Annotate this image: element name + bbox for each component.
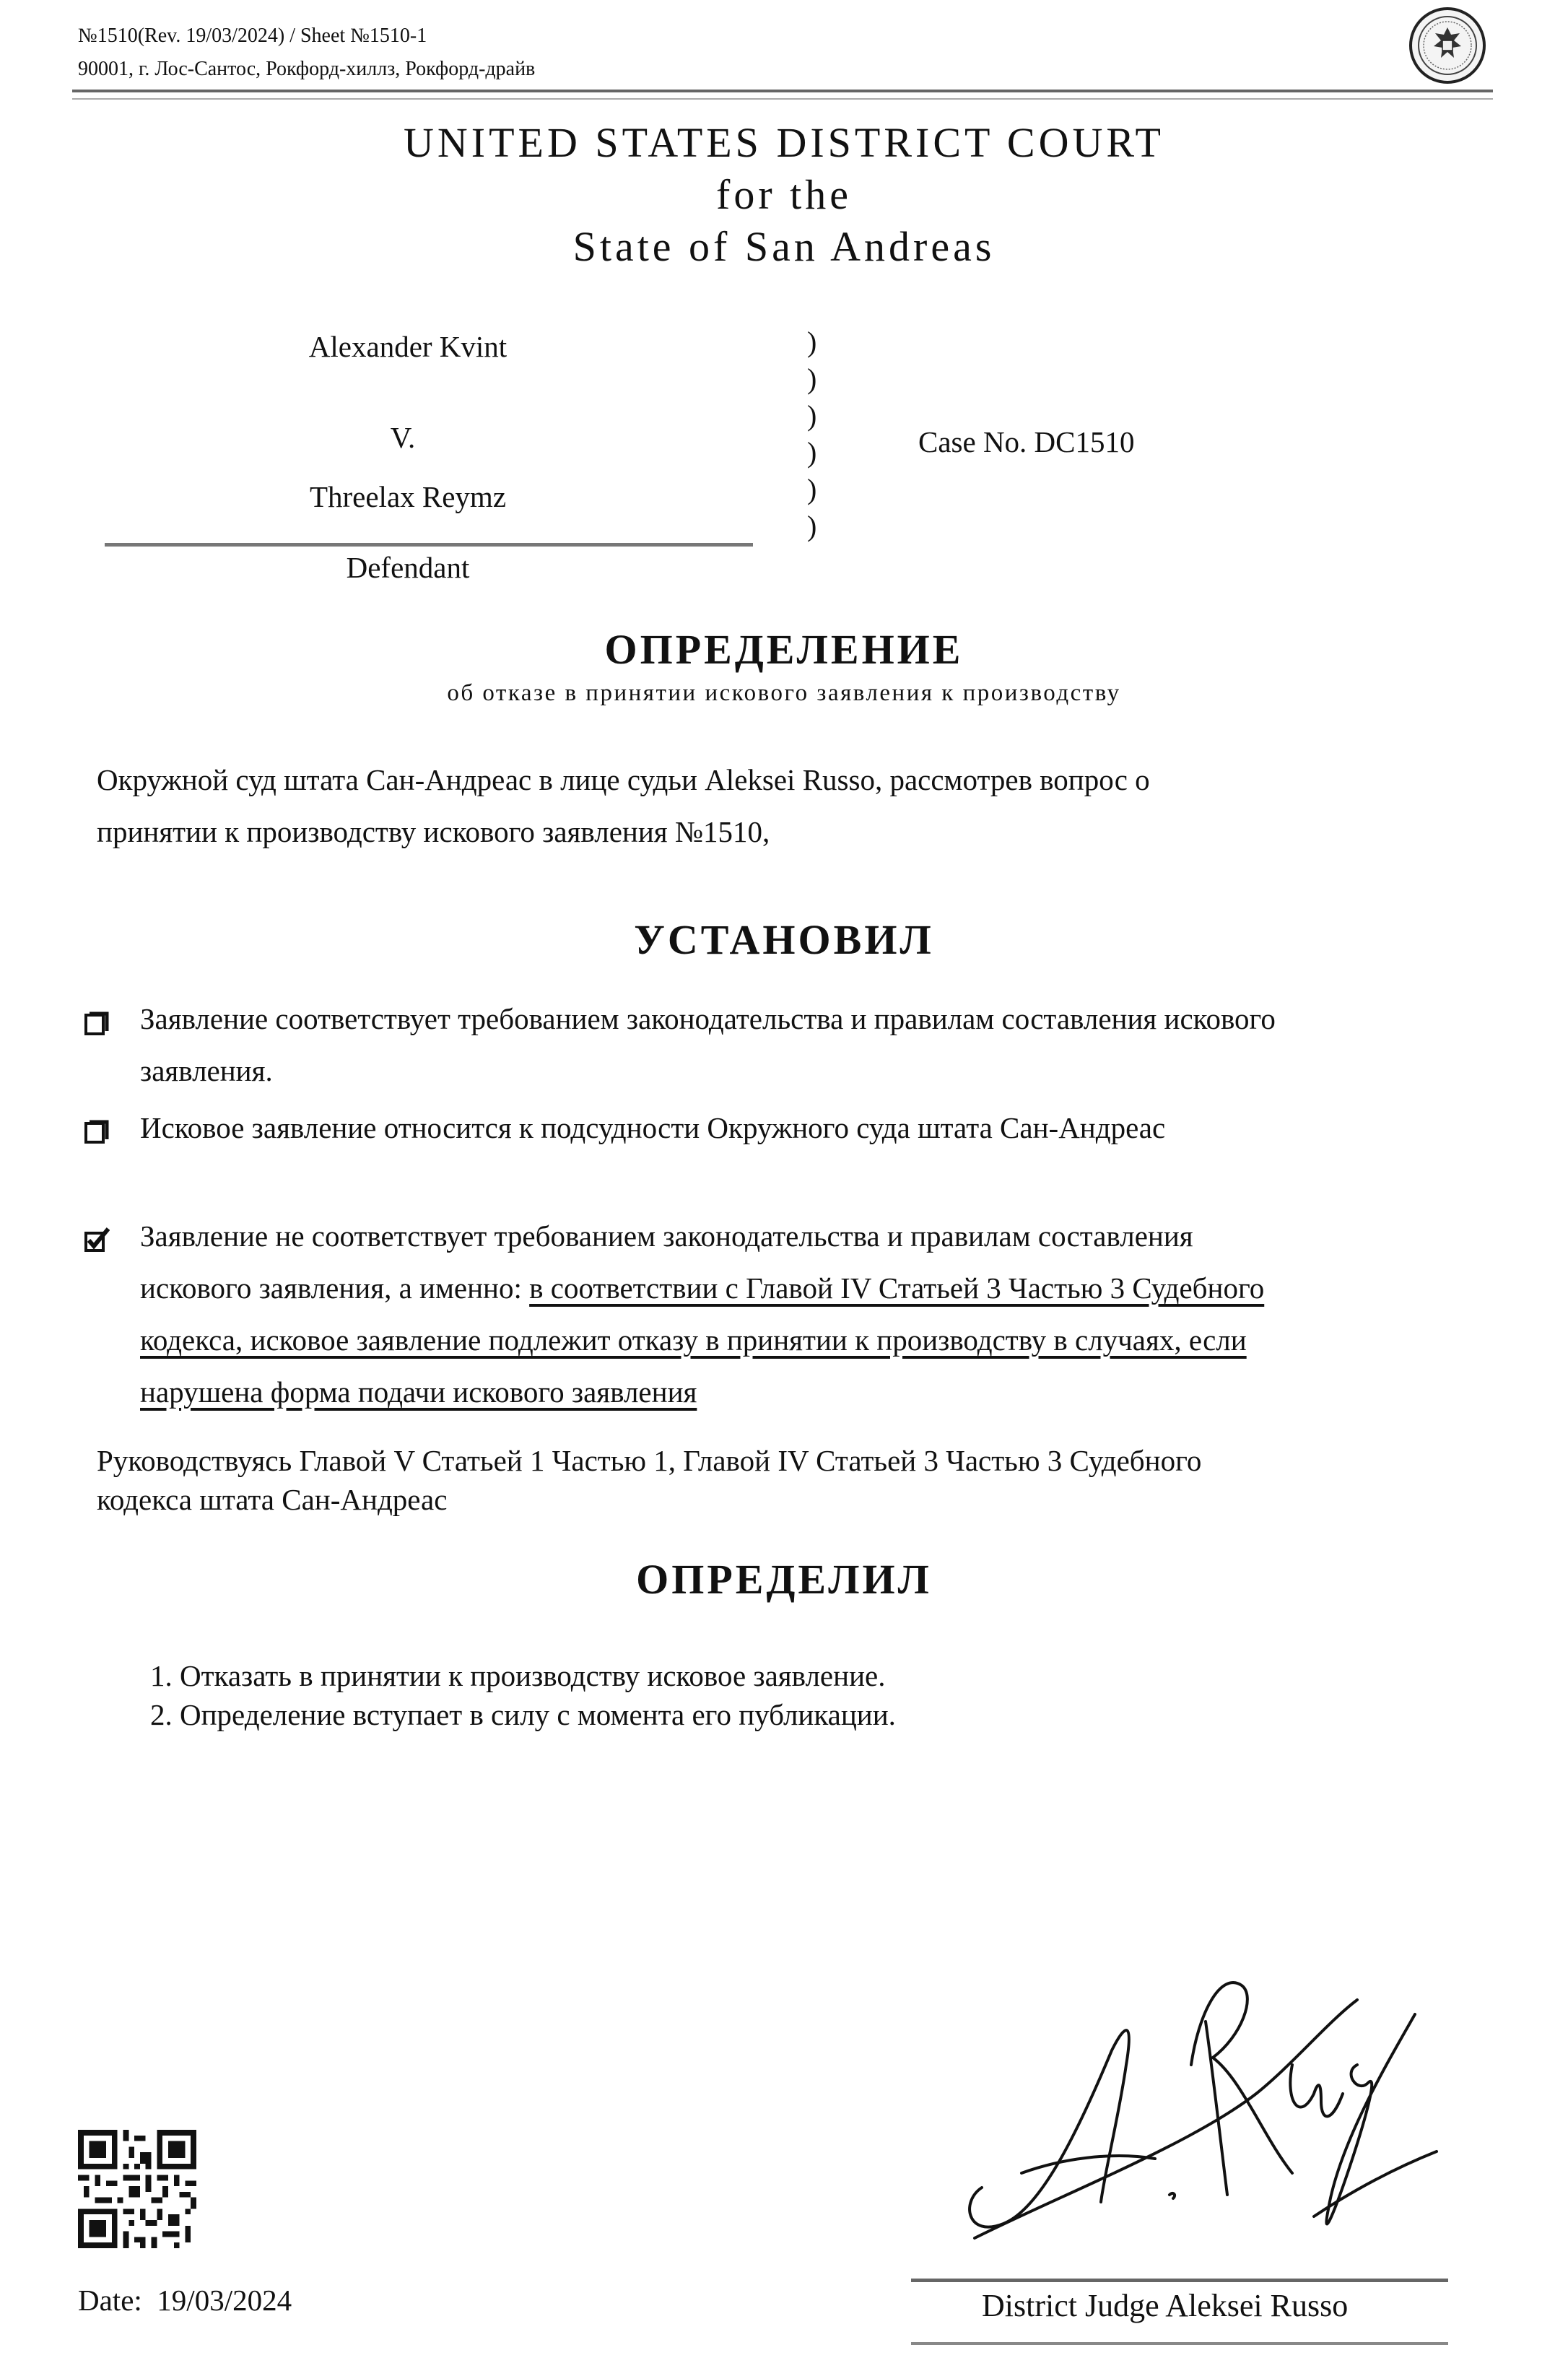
header-rule-thin (72, 98, 1493, 100)
violation-reason: в соответствии с Главой IV Статьей 3 Частью 3 Судебного (529, 1271, 1265, 1305)
established-heading: УСТАНОВИЛ (634, 916, 934, 963)
intro-paragraph: Окружной суд штата Сан-Андреас в лице судьи Aleksei Russo, рассмотрев вопрос о принятии к производству искового заявления №1510, (97, 763, 1150, 848)
date-line (78, 2283, 292, 2318)
judge-signature (953, 1957, 1444, 2245)
document-title: ОПРЕДЕЛЕНИЕ (604, 626, 964, 673)
header-address: 90001, г. Лос-Сантос, Рокфорд-хиллз, Рокфорд-драйв (78, 58, 536, 80)
document-subtitle: об отказе в принятии искового заявления к производству (447, 680, 1121, 706)
checkbox-empty-icon[interactable] (84, 1118, 110, 1145)
date-label: Date: (78, 2284, 142, 2317)
versus-label: V. (390, 421, 416, 454)
judge-name: District Judge Aleksei Russo (982, 2288, 1349, 2323)
qr-code-icon (78, 2130, 196, 2248)
checkbox-checked-icon[interactable] (84, 1226, 110, 1253)
established-item-3: Заявление не соответствует требованием законодательства и правилам составления искового заявления, а именно: в соответствии с Главой IV Статьей 3 Частью 3 Судебного кодекса, исковое заявление подлежит отказу в принятии к производству в случаях, если нарушена форма подачи искового заявления (140, 1219, 1265, 1409)
court-title-line3: State of San Andreas (572, 223, 996, 270)
decided-list (150, 1656, 896, 1734)
list-item: 1. Отказать в принятии к производству исковое заявление. (150, 1659, 886, 1692)
case-number: Case No. DC1510 (918, 425, 1135, 458)
caption-rule (105, 543, 753, 547)
caption-parentheses: ) ) ) ) ) ) (807, 326, 817, 542)
decided-heading: ОПРЕДЕЛИЛ (636, 1556, 932, 1603)
defendant-label: Defendant (346, 551, 470, 584)
court-title-line2: for the (716, 171, 852, 218)
date-value: 19/03/2024 (157, 2284, 292, 2317)
defendant-name: Threelax Reymz (309, 480, 507, 513)
plaintiff-name: Alexander Kvint (308, 330, 508, 363)
footer-rule (911, 2342, 1448, 2345)
signature-rule (911, 2279, 1448, 2282)
header-rule (72, 90, 1493, 92)
guided-paragraph: Руководствуясь Главой V Статьей 1 Частью 1, Главой IV Статьей 3 Частью 3 Судебного кодекса штата Сан-Андреас (97, 1444, 1202, 1516)
established-item-2: Исковое заявление относится к подсудности Окружного суда штата Сан-Андреас (140, 1111, 1166, 1144)
list-item: 2. Определение вступает в силу с момента его публикации. (150, 1698, 896, 1731)
header-sheet-number: №1510(Rev. 19/03/2024) / Sheet №1510-1 (78, 25, 427, 47)
checkbox-empty-icon[interactable] (84, 1009, 110, 1037)
court-title-line1: UNITED STATES DISTRICT COURT (404, 119, 1164, 166)
established-item-1: Заявление соответствует требованием законодательства и правилам составления искового заявления. (140, 1002, 1276, 1087)
court-seal-icon (1408, 6, 1487, 85)
